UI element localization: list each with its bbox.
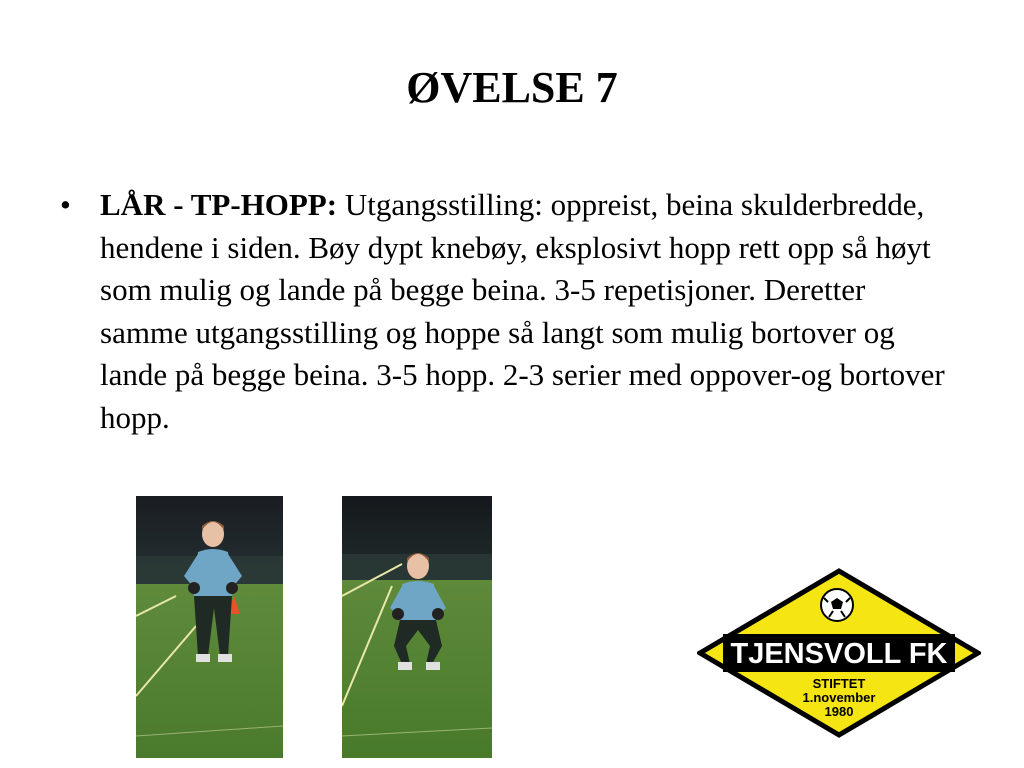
logo-founded-year: 1980: [824, 704, 854, 719]
slide-title: ØVELSE 7: [406, 63, 618, 112]
logo-club-name: TJENSVOLL FK: [730, 638, 948, 670]
bullet-item: [60, 184, 960, 439]
exercise-photo-standing: [136, 496, 283, 758]
exercise-description: [60, 184, 960, 439]
bullet-marker: •: [60, 187, 71, 222]
logo-founded-label: STIFTET: [812, 676, 866, 691]
bullet-content: [100, 184, 960, 439]
bullet-text: Utgangsstilling: oppreist, beina skulderbredde, hendene i siden. Bøy dypt knebøy, eksplosivt hopp rett opp så høyt som mulig og lande på begge beina. 3-5 repetisjoner. Deretter samme utgangsstilling og hoppe så langt som mulig bortover og lande på begge beina. 3-5 hopp. 2-3 serier med oppover-og bortover hopp.: [100, 187, 945, 435]
club-logo: [697, 568, 981, 738]
logo-founded-date: 1.november: [802, 690, 876, 705]
bullet-lead: LÅR - TP-HOPP:: [100, 187, 338, 222]
exercise-photo-squat: [342, 496, 492, 758]
